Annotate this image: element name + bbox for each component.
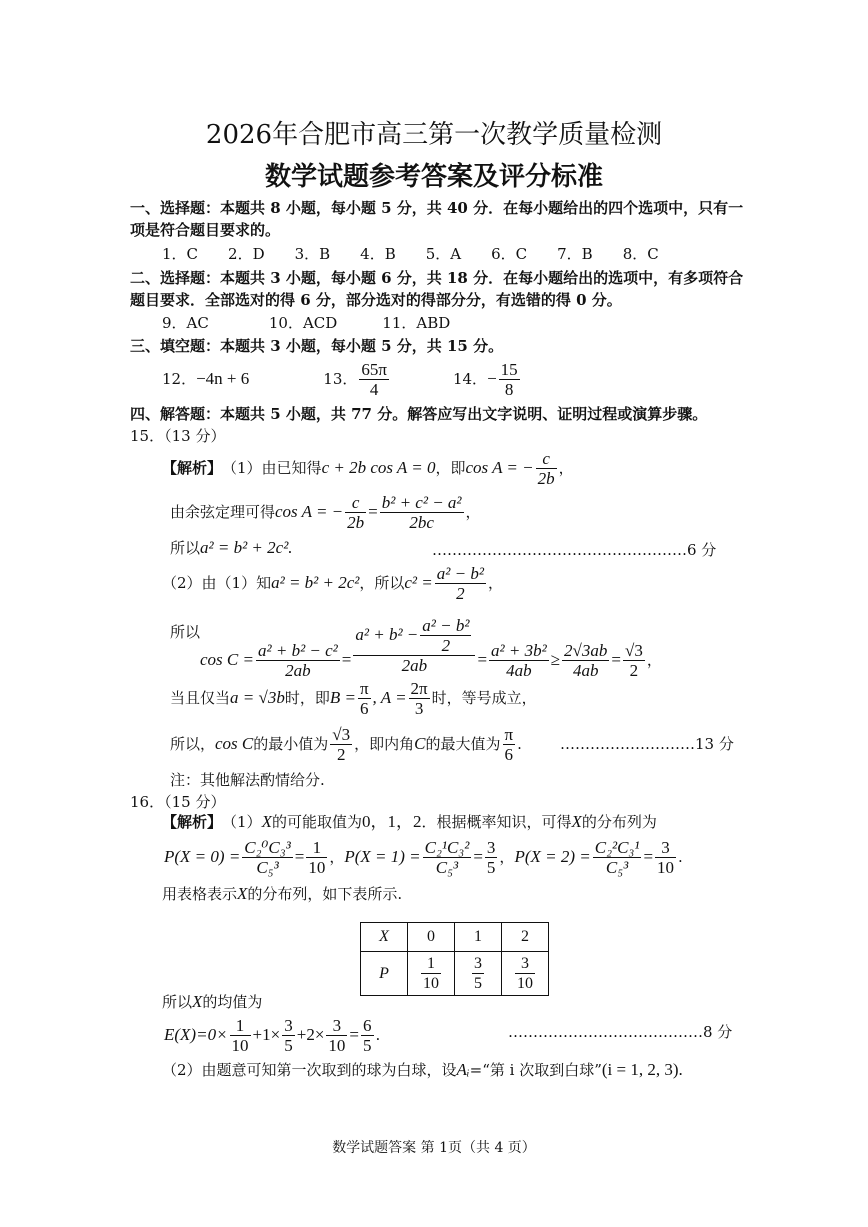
q15-line-2: 由余弦定理可得 cos A = − $\frac{c}{2b}$ = $\frac{\text{b² + c² − a²}}{2bc}$ ，	[170, 492, 481, 532]
fraction: $\frac{√3}{2}$	[624, 640, 643, 680]
fraction: $\frac{\text{b² + c² − a²}}{2bc}$	[381, 492, 462, 532]
section-1-answers: 1．C 2．D 3．B 4．B 5．A 6．C 7．B 8．C	[162, 245, 659, 263]
fraction: $\frac{3}{5}$	[284, 1015, 293, 1055]
q15-header: 15．（13 分）	[130, 427, 226, 445]
fraction: $\frac{6}{5}$	[363, 1015, 372, 1055]
q13-fraction: $\frac{65\pi}{4}$	[361, 359, 387, 399]
q16-line-2: P(X = 0) = $\frac{\text{C₂⁰C₃³}}{\text{C₅³}}$ = $\frac{1}{10}$ ， P(X = 1) = $\frac{\text{C₂¹C₃²}}{\text{C₅³}}$ = $\frac{3}{5}$ ， P(X = 2) = $\frac{\text{C₂²C₃¹}}{\text{C₅³}}$ = $\frac{3}{10}$ .	[164, 837, 683, 877]
section-3-heading: 三、填空题：本题共 3 小题，每小题 5 分，共 15 分。	[130, 337, 504, 355]
table-cell: $\frac{3}{10}$	[502, 952, 549, 996]
q15-line-7: 所以， cos C 的最小值为 $\frac{√3}{2}$ ，即内角 C 的最大值为 $\frac{\pi}{6}$ .	[170, 724, 522, 764]
q15-note: 注：其他解法酌情给分.	[170, 771, 325, 789]
fraction: $\frac{\text{C₂⁰C₃³}}{\text{C₅³}}$	[244, 837, 291, 877]
distribution-table	[360, 922, 549, 996]
score-marker: ………………………13 分	[560, 735, 734, 753]
q12-answer: −4n + 6	[196, 369, 250, 388]
section-1-heading: 一、选择题：本题共 8 小题，每小题 5 分，共 40 分．在每小题给出的四个选项中，只有一	[130, 199, 744, 217]
nested-fraction: a² + b² − $\frac{\text{a² − b²}}{2}$ 2ab	[353, 616, 475, 675]
solution-tag: 【解析】	[162, 459, 223, 477]
q16-header: 16．（15 分）	[130, 793, 226, 811]
table-cell: 1	[455, 923, 502, 952]
fraction: $\frac{1}{10}$	[308, 837, 326, 877]
section-3-answers	[162, 356, 522, 402]
fraction: $\frac{\text{C₂²C₃¹}}{\text{C₅³}}$	[594, 837, 640, 877]
fraction: $\frac{\text{C₂¹C₃²}}{\text{C₅³}}$	[424, 837, 470, 877]
q13-label: 13．	[323, 370, 358, 388]
fraction: $\frac{1}{10}$	[231, 1015, 249, 1055]
q14-sign: −	[487, 369, 497, 388]
section-2-answers: 9．AC 10．ACD 11．ABD	[162, 314, 451, 332]
score-marker: ……………………………………………6 分	[432, 541, 717, 559]
q15-line-1: 【解析】 （1）由已知得 c + 2b cos A = 0 ，即 cos A = − $\frac{c}{2b}$ ，	[162, 448, 574, 488]
q15-line-4: （2）由（1）知 a² = b² + 2c² ，所以 c² = $\frac{\text{a² − b²}}{2}$ ，	[162, 563, 503, 603]
section-2-heading: 二、选择题：本题共 3 小题，每小题 6 分，共 18 分．在每小题给出的选项中，有多项符合	[130, 269, 744, 287]
q14-label: 14．	[452, 370, 488, 388]
page-footer: 数学试题答案 第 1页（共 4 页）	[332, 1140, 536, 1156]
fraction: $\frac{c}{2b}$	[347, 492, 365, 532]
table-header-p: P	[361, 952, 408, 996]
table-cell: $\frac{1}{10}$	[408, 952, 455, 996]
solution-tag: 【解析】	[162, 813, 223, 831]
section-4-heading: 四、解答题：本题共 5 小题，共 77 分。解答应写出文字说明、证明过程或演算步骤。	[130, 405, 708, 423]
q16-expectation: E(X)=0× $\frac{1}{10}$ +1× $\frac{3}{5}$ +2× $\frac{3}{10}$ = $\frac{6}{5}$ .	[164, 1015, 381, 1055]
q15-line-5: 所以 cos C = $\frac{\text{a² + b² − c²}}{2ab}$ = a² + b² − $\frac{\text{a² − b²}}{2}$ 2ab = $\frac{\text{a² + 3b²}}{4ab}$ ≥ $\frac{2√3ab}{4ab}$ = $\frac{√3}{2}$ ，	[170, 615, 662, 680]
fraction: $\frac{√3}{2}$	[332, 724, 351, 764]
q16-line-4: 所以 X 的均值为	[162, 992, 263, 1011]
score-marker: …………………………………8 分	[508, 1023, 733, 1041]
q15-line-6: 当且仅当 a = √3b 时，即 B = $\frac{\pi}{6}$ , A = $\frac{2\pi}{3}$ 时，等号成立，	[170, 678, 537, 718]
table-header-x: X	[361, 923, 408, 952]
table-cell: 0	[408, 923, 455, 952]
page-title: 2026年合肥市高三第一次教学质量检测	[205, 120, 663, 150]
q16-line-6: （2）由题意可知第一次取到的球为白球，设 Aᵢ =“第 i 次取到白球” (i = 1, 2, 3).	[162, 1060, 683, 1079]
table-cell: $\frac{3}{5}$	[455, 952, 502, 996]
fraction: $\frac{2\pi}{3}$	[410, 678, 428, 718]
fraction: $\frac{\text{a² + 3b²}}{4ab}$	[491, 640, 547, 680]
q15-line-3: 所以 a² = b² + 2c².	[170, 538, 293, 557]
section-1-heading-cont: 项是符合题目要求的。	[130, 221, 281, 239]
fraction: $\frac{3}{10}$	[328, 1015, 346, 1055]
fraction: $\frac{3}{5}$	[486, 837, 496, 877]
section-2-heading-cont: 题目要求．全部选对的得 6 分，部分选对的得部分分，有选错的得 0 分。	[130, 291, 622, 309]
q16-line-3: 用表格表示 X 的分布列，如下表所示.	[162, 884, 403, 903]
fraction: $\frac{\text{a² − b²}}{2}$	[436, 563, 484, 603]
table-cell: 2	[502, 923, 549, 952]
fraction: $\frac{\pi}{6}$	[504, 724, 514, 764]
page-subtitle: 数学试题参考答案及评分标准	[264, 162, 603, 192]
fraction: $\frac{\pi}{6}$	[359, 678, 369, 718]
fraction: $\frac{3}{10}$	[657, 837, 675, 877]
fraction: $\frac{\text{a² + b² − c²}}{2ab}$	[258, 640, 338, 680]
q14-fraction: $\frac{15}{8}$	[500, 359, 518, 399]
q12-label: 12．	[162, 370, 197, 388]
fraction: $\frac{c}{2b}$	[537, 448, 555, 488]
q16-line-1: 【解析】 （1） X 的可能取值为 0，1，2 ．根据概率知识，可得 X 的分布列为	[162, 812, 657, 831]
fraction: $\frac{2√3ab}{4ab}$	[564, 640, 608, 680]
